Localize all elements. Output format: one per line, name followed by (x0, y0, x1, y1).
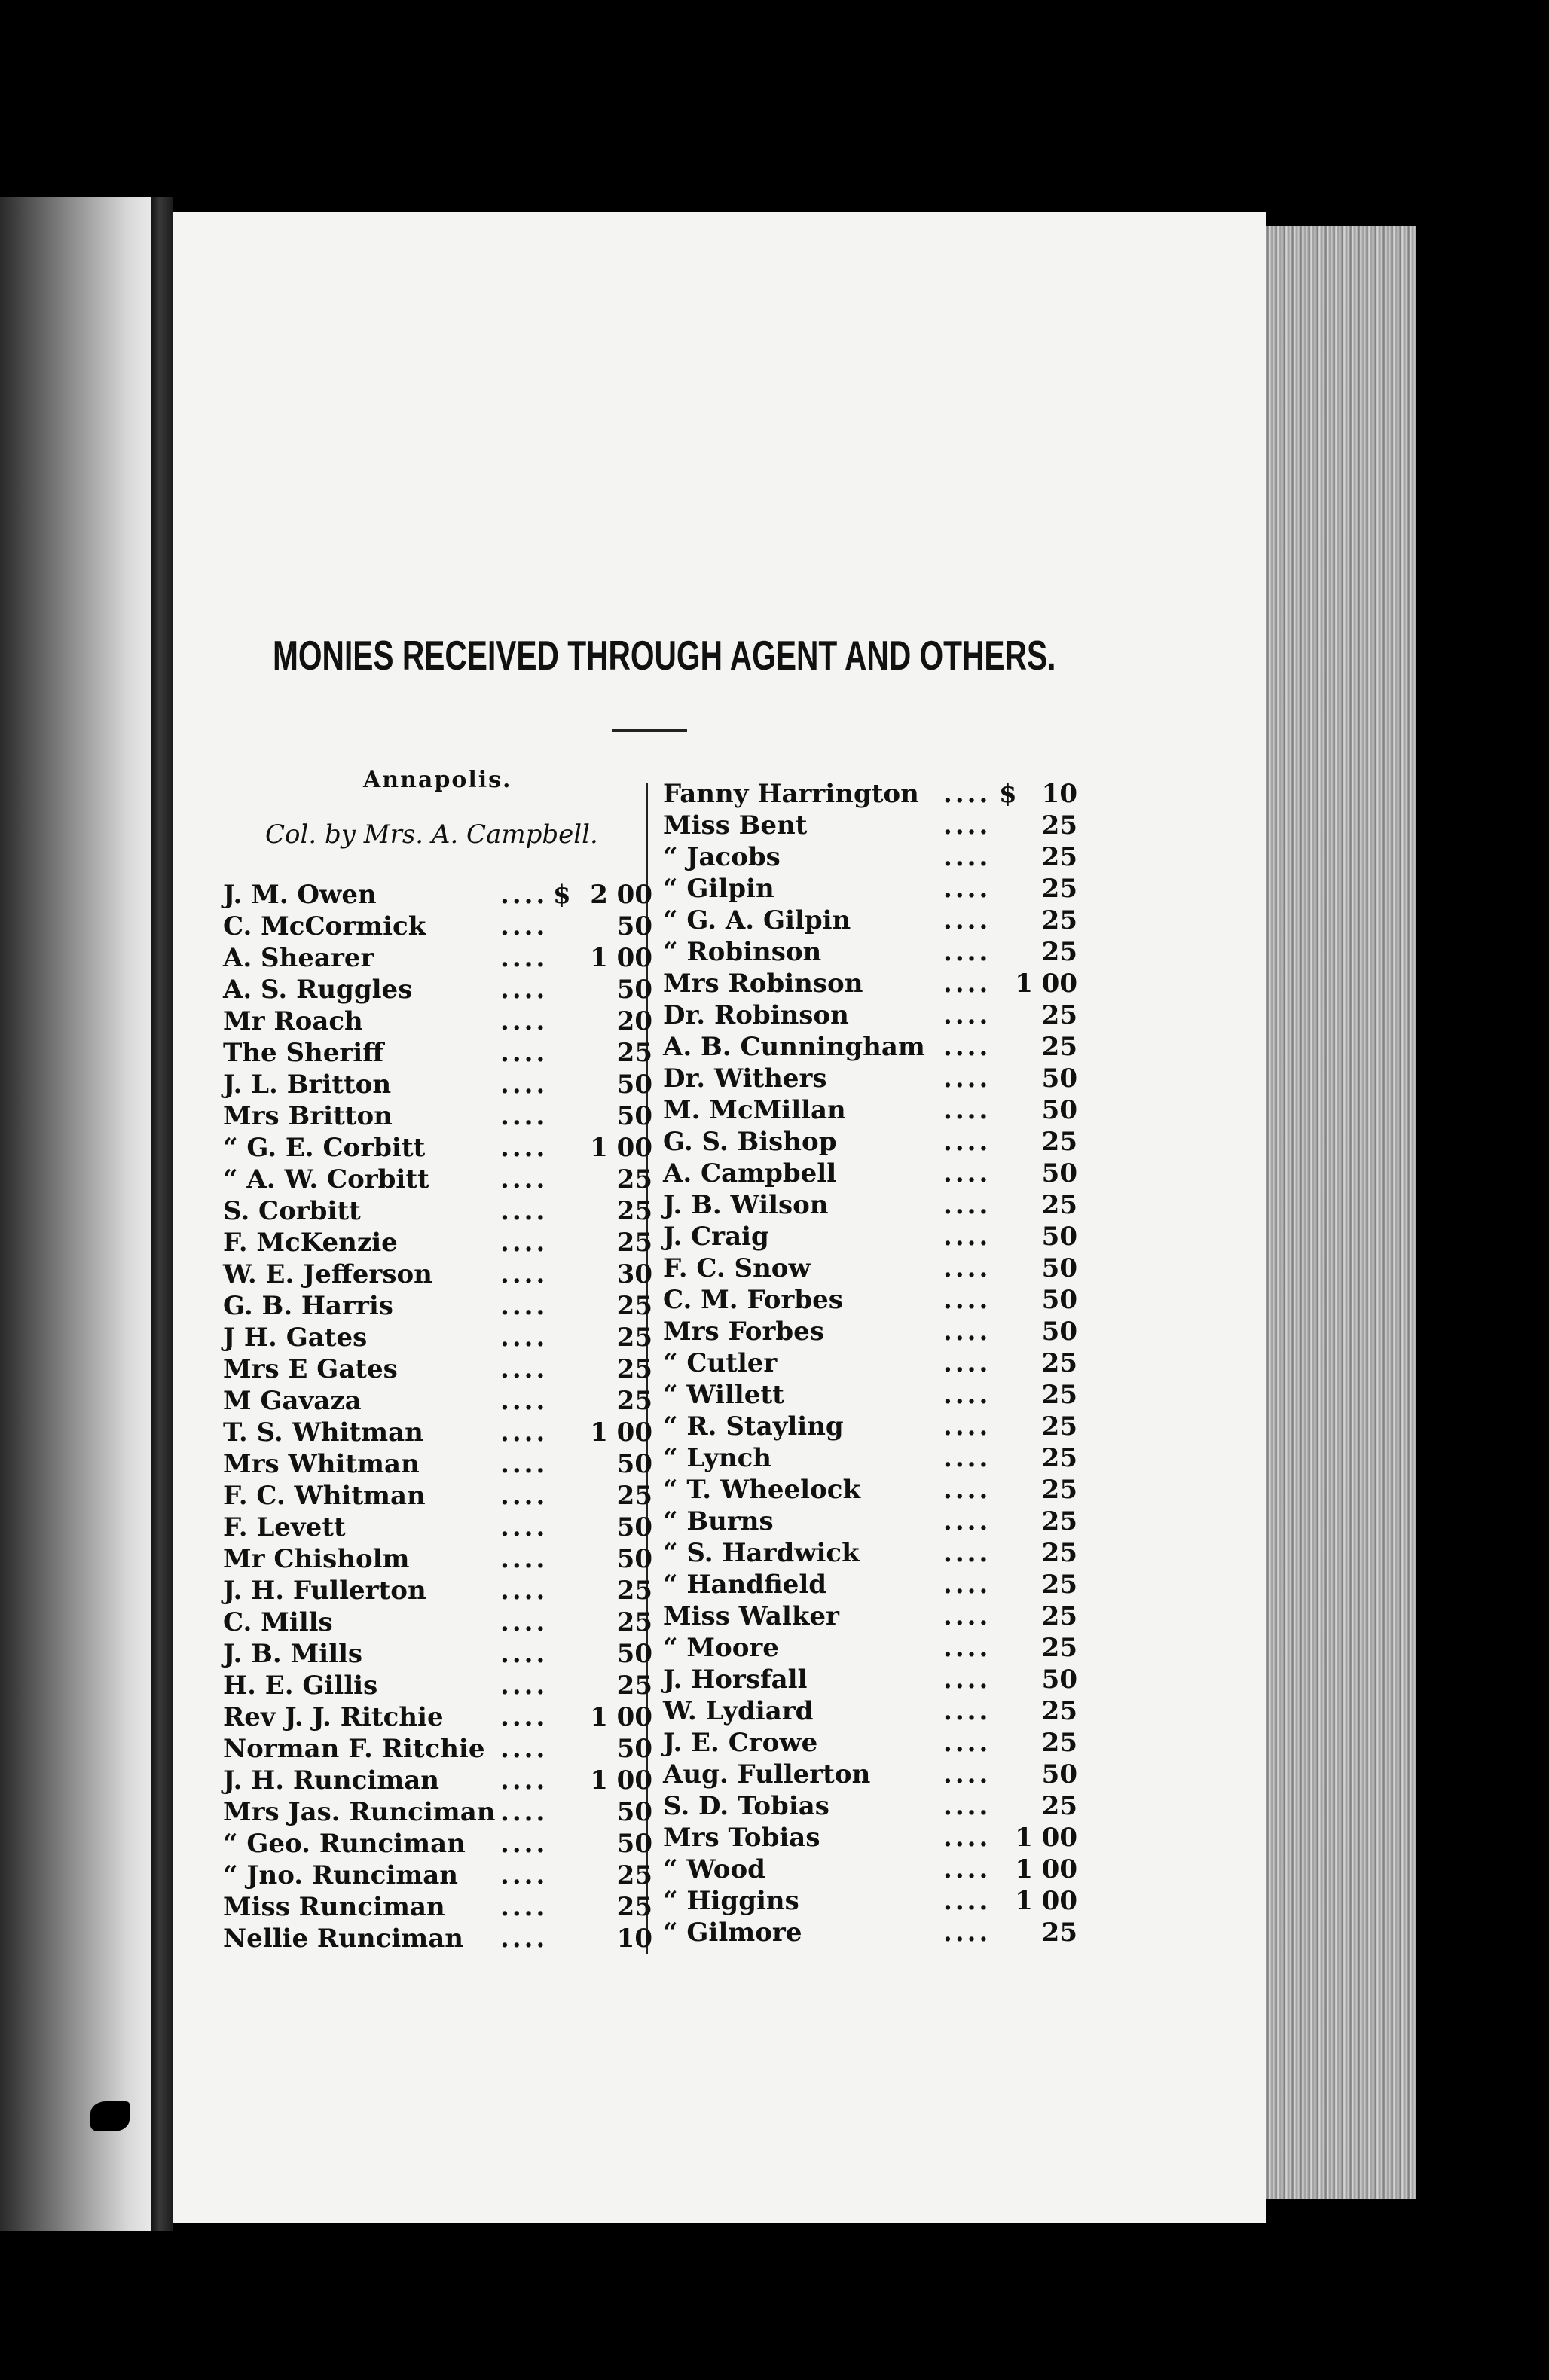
entry-amount: 50 (616, 1101, 652, 1131)
leader-dots: .... (500, 911, 548, 941)
entry-amount: 50 (1041, 1063, 1077, 1094)
leader-dots: .... (943, 1506, 991, 1536)
leader-dots: .... (500, 1354, 548, 1384)
leader-dots: .... (943, 1063, 991, 1094)
list-item (663, 1348, 1089, 1378)
entry-name: “ Geo. Runciman (223, 1829, 466, 1859)
leader-dots: .... (500, 1639, 548, 1669)
entry-amount: 50 (616, 975, 652, 1005)
section-heading: Annapolis. (363, 767, 512, 793)
entry-amount: 1 00 (590, 1702, 652, 1732)
leader-dots: .... (943, 1158, 991, 1188)
leader-dots: .... (943, 1759, 991, 1790)
title-rule (612, 729, 687, 732)
list-item (223, 1354, 652, 1384)
page-title: MONIES RECEIVED THROUGH AGENT AND OTHERS. (273, 632, 1056, 679)
entry-name: J. H. Fullerton (223, 1576, 426, 1606)
entry-name: F. McKenzie (223, 1228, 398, 1258)
entry-name: Miss Bent (663, 810, 808, 841)
entry-name: Mrs Whitman (223, 1449, 420, 1479)
entry-name: “ G. A. Gilpin (663, 905, 851, 935)
entry-name: Norman F. Ritchie (223, 1734, 485, 1764)
entry-amount: 50 (616, 1544, 652, 1574)
entry-name: The Sheriff (223, 1038, 384, 1068)
list-item (663, 1000, 1089, 1030)
leader-dots: .... (500, 1449, 548, 1479)
book-gutter (151, 197, 173, 2231)
entry-amount: 25 (616, 1671, 652, 1701)
entry-name: “ Robinson (663, 937, 822, 967)
entry-name: W. E. Jefferson (223, 1259, 432, 1289)
entry-amount: 25 (1041, 1348, 1077, 1378)
leader-dots: .... (943, 1601, 991, 1631)
entry-name: J. E. Crowe (663, 1728, 818, 1758)
entry-amount: 25 (1041, 842, 1077, 872)
entry-name: C. M. Forbes (663, 1285, 843, 1315)
entry-name: J. B. Wilson (663, 1190, 829, 1220)
entry-name: Nellie Runciman (223, 1924, 463, 1954)
list-item (223, 880, 652, 910)
entry-amount: 50 (616, 1069, 652, 1100)
entry-name: “ A. W. Corbitt (223, 1164, 429, 1195)
list-item (663, 969, 1089, 999)
entry-amount: 50 (616, 1734, 652, 1764)
list-item (223, 1291, 652, 1321)
entry-amount: 25 (1041, 1411, 1077, 1442)
list-item (663, 1443, 1089, 1473)
entry-amount: 1 00 (1015, 969, 1077, 999)
entry-name: M. McMillan (663, 1095, 846, 1125)
list-item (223, 1069, 652, 1100)
entry-amount: 50 (616, 1639, 652, 1669)
entry-amount: 25 (616, 1038, 652, 1068)
leader-dots: .... (500, 1797, 548, 1827)
entry-name: F. C. Whitman (223, 1481, 426, 1511)
entry-name: “ Handfield (663, 1570, 827, 1600)
list-item (663, 1317, 1089, 1347)
list-item (663, 1190, 1089, 1220)
entry-name: J H. Gates (223, 1323, 368, 1353)
leader-dots: .... (500, 1133, 548, 1163)
currency-sign: $ (999, 779, 1017, 809)
entry-name: “ R. Stayling (663, 1411, 844, 1442)
leader-dots: .... (500, 1417, 548, 1448)
entry-amount: 50 (1041, 1664, 1077, 1695)
entry-name: A. Shearer (223, 943, 374, 973)
entry-name: Mrs Robinson (663, 969, 863, 999)
entry-amount: 1 00 (590, 943, 652, 973)
entry-amount: 25 (1041, 1791, 1077, 1821)
list-item (663, 1411, 1089, 1442)
entry-amount: 25 (1041, 1601, 1077, 1631)
entry-amount: 1 00 (1015, 1823, 1077, 1853)
leader-dots: .... (500, 975, 548, 1005)
entry-name: “ Gilmore (663, 1918, 802, 1948)
entry-name: T. S. Whitman (223, 1417, 423, 1448)
leader-dots: .... (500, 1734, 548, 1764)
leader-dots: .... (500, 1038, 548, 1068)
leader-dots: .... (943, 1886, 991, 1916)
entry-name: Miss Walker (663, 1601, 839, 1631)
entry-amount: 25 (1041, 1570, 1077, 1600)
entry-amount: 25 (1041, 1918, 1077, 1948)
leader-dots: .... (943, 1475, 991, 1505)
list-item (223, 975, 652, 1005)
entry-name: Dr. Withers (663, 1063, 827, 1094)
entry-amount: 50 (1041, 1253, 1077, 1283)
entry-amount: 25 (1041, 1475, 1077, 1505)
list-item (223, 1860, 652, 1890)
entry-amount: 50 (616, 911, 652, 941)
entry-amount: 1 00 (1015, 1854, 1077, 1884)
entry-name: Mrs Forbes (663, 1317, 824, 1347)
entry-name: C. Mills (223, 1607, 333, 1637)
list-item (223, 1671, 652, 1701)
list-item (663, 905, 1089, 935)
leader-dots: .... (500, 1386, 548, 1416)
list-item (663, 1222, 1089, 1252)
entry-name: Fanny Harrington (663, 779, 919, 809)
leader-dots: .... (943, 779, 991, 809)
leader-dots: .... (943, 1222, 991, 1252)
entry-name: M Gavaza (223, 1386, 362, 1416)
list-item (663, 1633, 1089, 1663)
entry-name: Dr. Robinson (663, 1000, 849, 1030)
entry-name: “ Lynch (663, 1443, 771, 1473)
list-item (223, 1164, 652, 1195)
list-item (663, 779, 1089, 809)
entry-name: Mr Chisholm (223, 1544, 410, 1574)
list-item (663, 1506, 1089, 1536)
leader-dots: .... (943, 1127, 991, 1157)
leader-dots: .... (500, 1829, 548, 1859)
entry-name: “ Burns (663, 1506, 774, 1536)
leader-dots: .... (500, 1323, 548, 1353)
list-item (663, 1253, 1089, 1283)
leader-dots: .... (500, 1291, 548, 1321)
leader-dots: .... (500, 1892, 548, 1922)
entry-name: “ Willett (663, 1380, 784, 1410)
list-item (663, 1823, 1089, 1853)
entry-amount: 50 (616, 1449, 652, 1479)
leader-dots: .... (500, 1006, 548, 1036)
leader-dots: .... (943, 1000, 991, 1030)
list-item (663, 937, 1089, 967)
entry-amount: 25 (1041, 810, 1077, 841)
entry-amount: 25 (1041, 1696, 1077, 1726)
entry-amount: 25 (616, 1892, 652, 1922)
leader-dots: .... (943, 1411, 991, 1442)
list-item (223, 1607, 652, 1637)
list-item (223, 1829, 652, 1859)
leader-dots: .... (943, 1538, 991, 1568)
entry-amount: 50 (1041, 1222, 1077, 1252)
leader-dots: .... (500, 1544, 548, 1574)
list-item (663, 1759, 1089, 1790)
list-item (223, 1924, 652, 1954)
section-subheading: Col. by Mrs. A. Campbell. (265, 819, 598, 850)
entry-name: J. M. Owen (223, 880, 377, 910)
list-item (663, 1918, 1089, 1948)
entry-name: Aug. Fullerton (663, 1759, 871, 1790)
list-item (223, 1765, 652, 1796)
entry-amount: 25 (616, 1323, 652, 1353)
entry-amount: 25 (1041, 1127, 1077, 1157)
entry-amount: 20 (616, 1006, 652, 1036)
list-item (663, 1664, 1089, 1695)
list-item (223, 1702, 652, 1732)
entry-name: “ Wood (663, 1854, 765, 1884)
list-item (663, 1538, 1089, 1568)
entry-amount: 25 (1041, 1032, 1077, 1062)
list-item (223, 1449, 652, 1479)
entry-amount: 30 (616, 1259, 652, 1289)
entry-name: Mr Roach (223, 1006, 363, 1036)
list-item (663, 1886, 1089, 1916)
leader-dots: .... (500, 1702, 548, 1732)
leader-dots: .... (500, 1924, 548, 1954)
entry-amount: 25 (1041, 1190, 1077, 1220)
list-item (223, 1101, 652, 1131)
leader-dots: .... (943, 1032, 991, 1062)
leader-dots: .... (943, 937, 991, 967)
leader-dots: .... (943, 1317, 991, 1347)
entry-name: G. S. Bishop (663, 1127, 837, 1157)
entry-amount: 25 (1041, 1443, 1077, 1473)
list-item (663, 842, 1089, 872)
leader-dots: .... (500, 943, 548, 973)
list-item (663, 1095, 1089, 1125)
entry-name: S. Corbitt (223, 1196, 361, 1226)
entry-name: J. Horsfall (663, 1664, 808, 1695)
leader-dots: .... (500, 1101, 548, 1131)
leader-dots: .... (500, 1765, 548, 1796)
entry-name: F. C. Snow (663, 1253, 811, 1283)
entry-name: Mrs Britton (223, 1101, 393, 1131)
entry-name: W. Lydiard (663, 1696, 814, 1726)
currency-sign: $ (553, 880, 571, 910)
leader-dots: .... (500, 1069, 548, 1100)
entry-amount: 25 (1041, 1728, 1077, 1758)
list-item (223, 1481, 652, 1511)
entry-amount: 50 (616, 1512, 652, 1542)
list-item (223, 1038, 652, 1068)
entry-name: “ Jno. Runciman (223, 1860, 458, 1890)
entry-amount: 25 (616, 1576, 652, 1606)
list-item (223, 911, 652, 941)
entry-name: A. B. Cunningham (663, 1032, 925, 1062)
entry-amount: 25 (616, 1228, 652, 1258)
leader-dots: .... (943, 1854, 991, 1884)
leader-dots: .... (500, 1576, 548, 1606)
list-item (223, 1259, 652, 1289)
leader-dots: .... (943, 1633, 991, 1663)
entry-name: H. E. Gillis (223, 1671, 378, 1701)
leader-dots: .... (943, 1443, 991, 1473)
entry-name: J. H. Runciman (223, 1765, 439, 1796)
entry-name: F. Levett (223, 1512, 346, 1542)
leader-dots: .... (943, 1253, 991, 1283)
entry-amount: 25 (616, 1354, 652, 1384)
entry-name: “ Gilpin (663, 874, 774, 904)
entry-name: J. B. Mills (223, 1639, 363, 1669)
list-item (663, 1570, 1089, 1600)
entry-amount: 1 00 (590, 1765, 652, 1796)
entry-name: Miss Runciman (223, 1892, 445, 1922)
entry-name: J. L. Britton (223, 1069, 392, 1100)
leader-dots: .... (943, 1696, 991, 1726)
list-item (223, 1734, 652, 1764)
leader-dots: .... (943, 1190, 991, 1220)
list-item (663, 1285, 1089, 1315)
entry-amount: 25 (616, 1481, 652, 1511)
entry-name: J. Craig (663, 1222, 769, 1252)
leader-dots: .... (943, 1095, 991, 1125)
entry-amount: 25 (616, 1386, 652, 1416)
list-item (223, 1576, 652, 1606)
entry-amount: 25 (1041, 905, 1077, 935)
entry-amount: 50 (1041, 1317, 1077, 1347)
list-item (663, 1380, 1089, 1410)
scan-blemish (90, 2101, 130, 2131)
leader-dots: .... (500, 1671, 548, 1701)
entry-name: Mrs E Gates (223, 1354, 398, 1384)
list-item (223, 1544, 652, 1574)
leader-dots: .... (943, 905, 991, 935)
list-item (663, 874, 1089, 904)
entry-amount: 50 (616, 1797, 652, 1827)
entry-amount: 50 (1041, 1759, 1077, 1790)
list-item (663, 1063, 1089, 1094)
entry-name: C. McCormick (223, 911, 426, 941)
list-item (663, 810, 1089, 841)
leader-dots: .... (943, 1348, 991, 1378)
leader-dots: .... (943, 1380, 991, 1410)
entry-name: A. Campbell (663, 1158, 837, 1188)
list-item (223, 1228, 652, 1258)
entry-name: “ Moore (663, 1633, 779, 1663)
list-item (223, 1512, 652, 1542)
entry-amount: 25 (1041, 1538, 1077, 1568)
entry-amount: 25 (1041, 937, 1077, 967)
entry-name: “ S. Hardwick (663, 1538, 860, 1568)
entry-amount: 10 (1041, 779, 1077, 809)
list-item (663, 1601, 1089, 1631)
entry-name: “ Jacobs (663, 842, 781, 872)
leader-dots: .... (943, 1823, 991, 1853)
entry-amount: 25 (1041, 874, 1077, 904)
leader-dots: .... (500, 1607, 548, 1637)
leader-dots: .... (500, 1259, 548, 1289)
entry-name: G. B. Harris (223, 1291, 393, 1321)
entry-amount: 50 (1041, 1095, 1077, 1125)
leader-dots: .... (500, 1512, 548, 1542)
entry-name: “ Cutler (663, 1348, 778, 1378)
list-item (223, 1133, 652, 1163)
entry-name: S. D. Tobias (663, 1791, 829, 1821)
leader-dots: .... (500, 1860, 548, 1890)
entry-amount: 2 00 (590, 880, 652, 910)
facing-page-edge (0, 197, 151, 2231)
list-item (223, 943, 652, 973)
list-item (223, 1323, 652, 1353)
list-item (663, 1032, 1089, 1062)
list-item (663, 1728, 1089, 1758)
entry-amount: 50 (1041, 1158, 1077, 1188)
leader-dots: .... (943, 810, 991, 841)
list-item (223, 1797, 652, 1827)
entry-amount: 25 (616, 1164, 652, 1195)
entry-name: Mrs Tobias (663, 1823, 820, 1853)
leader-dots: .... (943, 842, 991, 872)
entry-name: Mrs Jas. Runciman (223, 1797, 496, 1827)
list-item (663, 1475, 1089, 1505)
entry-amount: 25 (1041, 1506, 1077, 1536)
entry-amount: 10 (616, 1924, 652, 1954)
list-item (663, 1854, 1089, 1884)
entry-amount: 25 (616, 1860, 652, 1890)
leader-dots: .... (500, 1164, 548, 1195)
entry-amount: 50 (1041, 1285, 1077, 1315)
entry-amount: 25 (1041, 1633, 1077, 1663)
entry-amount: 1 00 (1015, 1886, 1077, 1916)
list-item (223, 1196, 652, 1226)
list-item (663, 1791, 1089, 1821)
entry-name: Rev J. J. Ritchie (223, 1702, 444, 1732)
entry-amount: 50 (616, 1829, 652, 1859)
list-item (223, 1417, 652, 1448)
leader-dots: .... (500, 1481, 548, 1511)
list-item (663, 1696, 1089, 1726)
entry-name: “ Higgins (663, 1886, 799, 1916)
leader-dots: .... (500, 880, 548, 910)
entry-name: “ T. Wheelock (663, 1475, 861, 1505)
leader-dots: .... (943, 874, 991, 904)
entry-amount: 25 (1041, 1380, 1077, 1410)
entry-amount: 25 (616, 1196, 652, 1226)
leader-dots: .... (943, 1285, 991, 1315)
list-item (663, 1127, 1089, 1157)
leader-dots: .... (500, 1196, 548, 1226)
leader-dots: .... (943, 1728, 991, 1758)
page-edges (1266, 226, 1416, 2199)
list-item (223, 1386, 652, 1416)
entry-amount: 1 00 (590, 1133, 652, 1163)
entry-amount: 25 (616, 1291, 652, 1321)
leader-dots: .... (943, 1918, 991, 1948)
leader-dots: .... (943, 1570, 991, 1600)
leader-dots: .... (500, 1228, 548, 1258)
leader-dots: .... (943, 1791, 991, 1821)
list-item (223, 1639, 652, 1669)
entry-name: A. S. Ruggles (223, 975, 413, 1005)
entry-name: “ G. E. Corbitt (223, 1133, 426, 1163)
list-item (223, 1892, 652, 1922)
entry-amount: 1 00 (590, 1417, 652, 1448)
list-item (663, 1158, 1089, 1188)
leader-dots: .... (943, 1664, 991, 1695)
list-item (223, 1006, 652, 1036)
leader-dots: .... (943, 969, 991, 999)
entry-amount: 25 (616, 1607, 652, 1637)
entry-amount: 25 (1041, 1000, 1077, 1030)
